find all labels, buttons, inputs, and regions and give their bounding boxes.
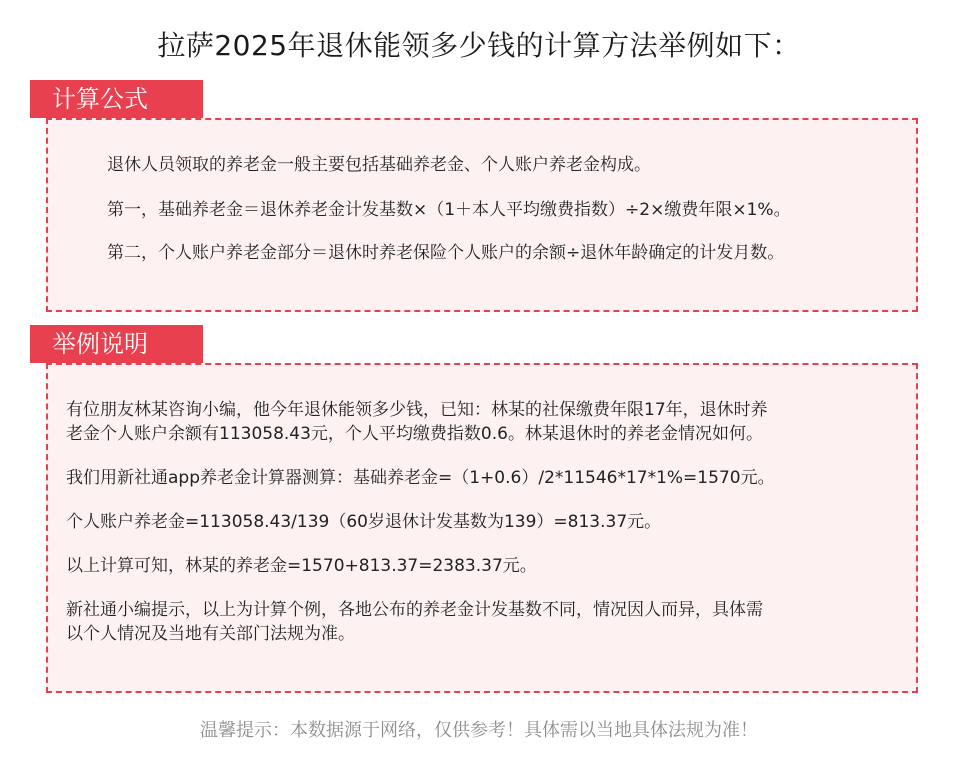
page-title: 拉萨2025年退休能领多少钱的计算方法举例如下： [157, 29, 801, 62]
example-paragraph-5-line-1: 新社通小编提示，以上为计算个例，各地公布的养老金计发基数不同，情况因人而异，具体需 [66, 600, 763, 620]
example-paragraph-1-line-1: 有位朋友林某咨询小编，他今年退休能领多少钱，已知：林某的社保缴费年限17年，退休时养 [66, 400, 768, 420]
formula-heading: 计算公式 [30, 80, 203, 118]
formula-line-1: 退休人员领取的养老金一般主要包括基础养老金、个人账户养老金构成。 [107, 155, 651, 175]
example-paragraph-4: 以上计算可知，林某的养老金=1570+813.37=2383.37元。 [66, 556, 537, 576]
example-paragraph-3: 个人账户养老金=113058.43/139（60岁退休计发基数为139）=813.37元。 [66, 512, 662, 532]
formula-line-2: 第一，基础养老金＝退休养老金计发基数×（1＋本人平均缴费指数）÷2×缴费年限×1%。 [107, 200, 791, 220]
footer-disclaimer: 温馨提示：本数据源于网络，仅供参考！具体需以当地具体法规为准！ [200, 720, 758, 741]
example-paragraph-5-line-2: 以个人情况及当地有关部门法规为准。 [66, 624, 355, 644]
example-heading: 举例说明 [30, 325, 203, 363]
example-paragraph-1-line-2: 老金个人账户余额有113058.43元，个人平均缴费指数0.6。林某退休时的养老金情况如何。 [66, 424, 763, 444]
example-paragraph-2: 我们用新社通app养老金计算器测算：基础养老金=（1+0.6）/2*11546*17*1%=1570元。 [66, 468, 775, 488]
formula-line-3: 第二，个人账户养老金部分＝退休时养老保险个人账户的余额÷退休年龄确定的计发月数。 [107, 243, 785, 263]
